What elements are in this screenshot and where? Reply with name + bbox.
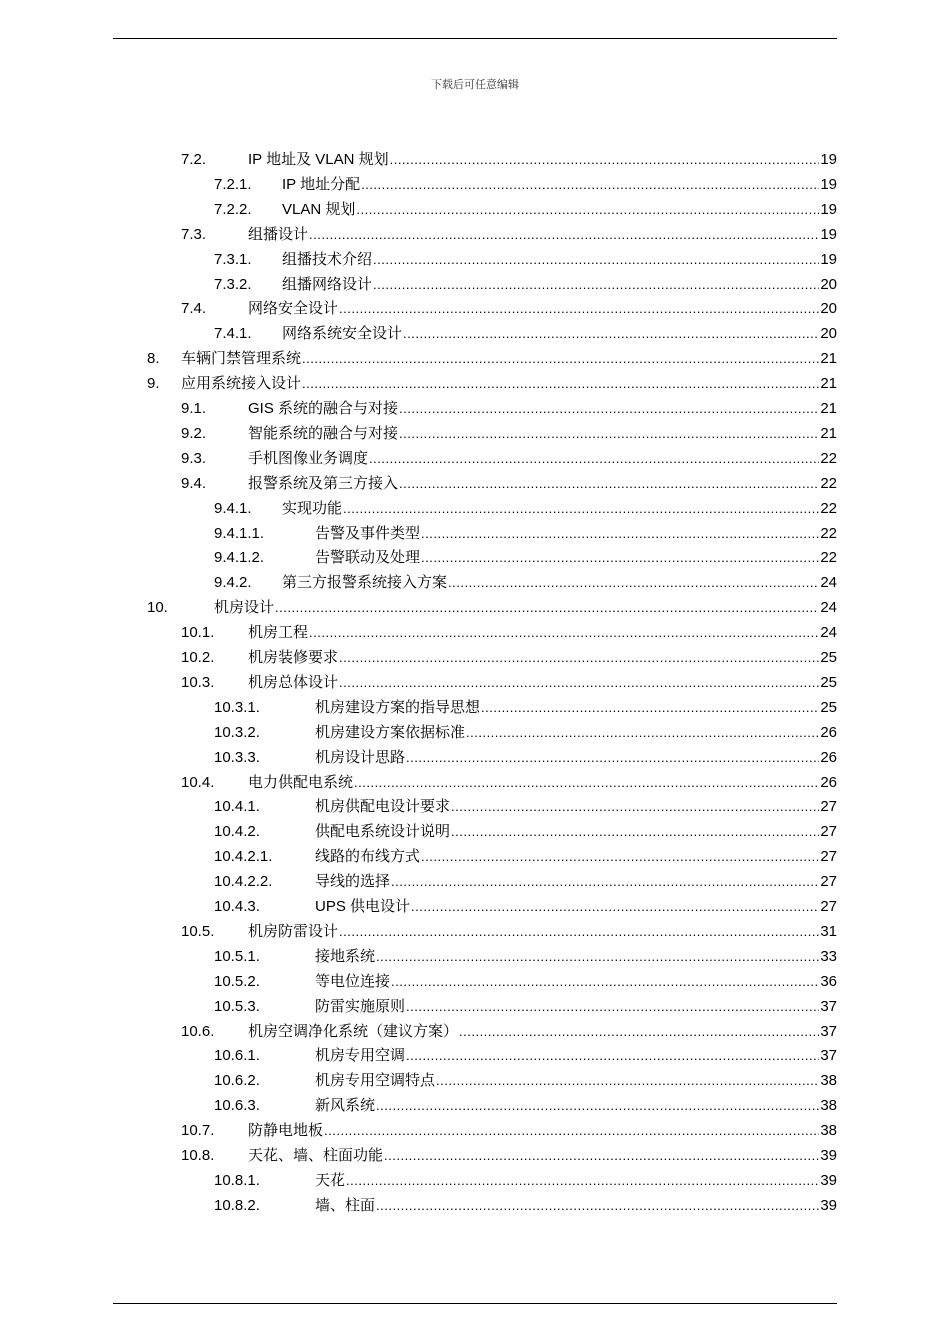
- toc-dot-leader: [406, 746, 819, 770]
- toc-entry-page-number: 38: [820, 1072, 837, 1090]
- toc-entry-page-number: 26: [820, 773, 837, 791]
- toc-entry[interactable]: [181, 472, 837, 496]
- toc-entry-number: 10.6.3.: [214, 1097, 260, 1115]
- toc-dot-leader: [399, 422, 819, 446]
- toc-entry-title: 等电位连接: [315, 972, 391, 990]
- toc-entry[interactable]: [181, 671, 837, 695]
- toc-entry-number: 10.3.3.: [214, 748, 260, 766]
- toc-dot-leader: [275, 596, 819, 620]
- toc-entry-number: 10.3.1.: [214, 698, 260, 716]
- toc-entry-title: 天花、墙、柱面功能: [248, 1147, 384, 1164]
- toc-entry-page-number: 24: [820, 574, 837, 592]
- toc-dot-leader: [436, 1069, 819, 1093]
- toc-entry-number: 9.2.: [181, 424, 207, 442]
- toc-entry-page-number: 22: [820, 499, 837, 517]
- toc-entry-title: 机房工程: [248, 624, 309, 642]
- toc-entry-title: 应用系统接入设计: [181, 375, 302, 393]
- toc-entry-page-number: 19: [820, 175, 837, 193]
- toc-entry-number: 10.3.2.: [214, 723, 260, 741]
- toc-entry[interactable]: [181, 223, 837, 247]
- toc-entry-page-number: 20: [820, 325, 837, 343]
- toc-entry-number: 10.4.2.: [214, 823, 260, 841]
- toc-entry-page-number: 22: [820, 449, 837, 467]
- toc-entry[interactable]: [214, 198, 837, 222]
- toc-entry-title: 接地系统: [315, 947, 376, 965]
- toc-entry-page-number: 27: [820, 873, 837, 891]
- toc-entry-title: 车辆门禁管理系统: [181, 350, 302, 368]
- toc-entry-number: 10.8.: [181, 1147, 215, 1164]
- toc-entry-number: 10.4.2.1.: [214, 848, 273, 866]
- toc-entry-title: 实现功能: [282, 499, 343, 517]
- toc-entry-page-number: 36: [820, 972, 837, 990]
- toc-dot-leader: [459, 1020, 819, 1044]
- toc-entry-number: 7.3.1.: [214, 250, 252, 268]
- toc-entry-number: 10.7.: [181, 1122, 215, 1140]
- toc-entry-title: 网络系统安全设计: [282, 325, 403, 343]
- toc-entry[interactable]: [181, 771, 837, 795]
- toc-dot-leader: [309, 223, 819, 247]
- toc-entry-title: 告警及事件类型: [315, 524, 421, 542]
- toc-entry-title: 机房设计: [214, 599, 275, 617]
- toc-entry-title: 天花: [315, 1171, 346, 1189]
- toc-entry-title: 机房装修要求: [248, 649, 339, 666]
- toc-entry-number: 10.6.: [181, 1022, 215, 1040]
- toc-entry-number: 9.: [147, 375, 160, 393]
- toc-entry-page-number: 19: [820, 200, 837, 218]
- toc-entry[interactable]: [181, 1119, 837, 1143]
- toc-entry-title: 组播设计: [248, 225, 309, 243]
- toc-entry-title: 线路的布线方式: [315, 848, 421, 866]
- toc-entry-page-number: 19: [820, 225, 837, 243]
- toc-entry-title: 导线的选择: [315, 873, 391, 891]
- toc-entry[interactable]: [214, 497, 837, 521]
- toc-entry-title: 智能系统的融合与对接: [248, 424, 399, 442]
- toc-entry-title: 组播技术介绍: [282, 250, 373, 268]
- toc-entry-title: 墙、柱面: [315, 1196, 376, 1214]
- toc-entry[interactable]: [214, 845, 837, 869]
- toc-dot-leader: [339, 297, 819, 321]
- toc-entry-number: 9.1.: [181, 400, 207, 417]
- toc-dot-leader: [403, 322, 819, 346]
- toc-entry[interactable]: [214, 1044, 837, 1068]
- toc-entry-number: 10.8.1.: [214, 1171, 260, 1189]
- toc-entry-number: 10.1.: [181, 624, 215, 642]
- toc-entry-page-number: 24: [820, 624, 837, 642]
- toc-entry[interactable]: [214, 1169, 837, 1193]
- toc-entry-number: 10.5.3.: [214, 997, 260, 1015]
- toc-entry[interactable]: [214, 1194, 837, 1218]
- toc-entry-page-number: 22: [820, 474, 837, 492]
- toc-dot-leader: [448, 571, 819, 595]
- toc-entry[interactable]: [214, 546, 837, 570]
- toc-entry-title: GIS 系统的融合与对接: [248, 400, 399, 417]
- toc-entry-title: IP 地址及 VLAN 规划: [248, 151, 389, 168]
- toc-entry-number: 7.2.1.: [214, 175, 252, 193]
- toc-entry-title: 告警联动及处理: [315, 549, 421, 567]
- toc-dot-leader: [373, 248, 819, 272]
- toc-entry-page-number: 22: [820, 524, 837, 542]
- toc-dot-leader: [411, 895, 819, 919]
- toc-dot-leader: [354, 771, 819, 795]
- toc-entry-title: UPS 供电设计: [315, 898, 411, 915]
- toc-entry-title: 机房建设方案依据标准: [315, 723, 466, 741]
- toc-entry-page-number: 20: [820, 275, 837, 293]
- toc-entry-page-number: 26: [820, 748, 837, 766]
- toc-entry-page-number: 19: [820, 250, 837, 268]
- toc-entry-title: IP 地址分配: [282, 175, 361, 193]
- toc-dot-leader: [339, 671, 819, 695]
- toc-dot-leader: [406, 1044, 819, 1068]
- toc-entry[interactable]: [214, 795, 837, 819]
- toc-entry-title: 机房专用空调特点: [315, 1072, 436, 1090]
- toc-entry-number: 10.4.2.2.: [214, 873, 273, 891]
- toc-dot-leader: [421, 522, 819, 546]
- toc-entry-page-number: 38: [820, 1122, 837, 1140]
- toc-dot-leader: [384, 1144, 819, 1168]
- toc-entry-page-number: 24: [820, 599, 837, 617]
- toc-entry-page-number: 21: [820, 375, 837, 393]
- toc-dot-leader: [481, 696, 819, 720]
- toc-entry[interactable]: [147, 347, 837, 371]
- toc-entry[interactable]: [214, 522, 837, 546]
- toc-entry-page-number: 38: [820, 1097, 837, 1115]
- toc-entry-title: 机房建设方案的指导思想: [315, 698, 481, 716]
- toc-entry-page-number: 33: [820, 947, 837, 965]
- toc-dot-leader: [391, 870, 819, 894]
- toc-entry[interactable]: [181, 1144, 837, 1168]
- toc-entry-number: 7.4.1.: [214, 325, 252, 343]
- toc-entry-number: 9.3.: [181, 449, 207, 467]
- toc-entry[interactable]: [214, 746, 837, 770]
- toc-entry-title: 机房防雷设计: [248, 922, 339, 940]
- toc-entry-page-number: 25: [820, 649, 837, 666]
- toc-entry[interactable]: [181, 148, 837, 172]
- toc-entry-page-number: 37: [820, 1022, 837, 1040]
- toc-entry-title: 防静电地板: [248, 1122, 324, 1140]
- footer-rule: [113, 1303, 837, 1304]
- toc-entry-page-number: 25: [820, 673, 837, 691]
- toc-entry-number: 10.5.1.: [214, 947, 260, 965]
- toc-entry-page-number: 25: [820, 698, 837, 716]
- toc-entry-page-number: 27: [820, 823, 837, 841]
- toc-entry-page-number: 37: [820, 997, 837, 1015]
- toc-dot-leader: [399, 397, 819, 421]
- toc-entry[interactable]: [214, 322, 837, 346]
- toc-dot-leader: [451, 820, 819, 844]
- toc-entry-number: 10.8.2.: [214, 1196, 260, 1214]
- toc-dot-leader: [421, 845, 819, 869]
- toc-dot-leader: [376, 1094, 819, 1118]
- toc-dot-leader: [309, 621, 819, 645]
- toc-entry-title: 机房空调净化系统（建议方案）: [248, 1022, 459, 1040]
- toc-entry-page-number: 19: [820, 151, 837, 168]
- toc-entry[interactable]: [214, 970, 837, 994]
- toc-entry[interactable]: [214, 870, 837, 894]
- toc-entry-page-number: 27: [820, 898, 837, 915]
- toc-entry-number: 10.2.: [181, 649, 215, 666]
- toc-entry-page-number: 21: [820, 400, 837, 417]
- toc-entry-number: 9.4.1.2.: [214, 549, 265, 567]
- toc-entry-page-number: 37: [820, 1047, 837, 1065]
- toc-entry-title: 手机图像业务调度: [248, 449, 369, 467]
- toc-entry-title: 防雷实施原则: [315, 997, 406, 1015]
- toc-entry-number: 7.2.: [181, 151, 207, 168]
- toc-entry-title: 新风系统: [315, 1097, 376, 1115]
- toc-dot-leader: [324, 1119, 819, 1143]
- toc-entry-title: 机房供配电设计要求: [315, 798, 451, 816]
- toc-entry[interactable]: [181, 422, 837, 446]
- toc-entry[interactable]: [181, 447, 837, 471]
- toc-entry-number: 9.4.2.: [214, 574, 252, 592]
- toc-dot-leader: [373, 273, 819, 297]
- page-header-text: 下载后可任意编辑: [431, 79, 519, 91]
- toc-dot-leader: [376, 1194, 819, 1218]
- toc-dot-leader: [390, 148, 820, 172]
- toc-entry[interactable]: [147, 596, 837, 620]
- toc-entry-number: 9.4.1.1.: [214, 524, 265, 542]
- toc-entry-number: 7.4.: [181, 300, 207, 318]
- toc-entry-number: 7.3.2.: [214, 275, 252, 293]
- toc-entry-page-number: 39: [820, 1147, 837, 1164]
- toc-entry[interactable]: [214, 995, 837, 1019]
- toc-entry[interactable]: [214, 1069, 837, 1093]
- toc-dot-leader: [369, 447, 819, 471]
- toc-entry[interactable]: [181, 397, 837, 421]
- toc-dot-leader: [451, 795, 819, 819]
- toc-entry-number: 7.2.2.: [214, 200, 252, 218]
- toc-entry-title: 第三方报警系统接入方案: [282, 574, 448, 592]
- toc-entry-page-number: 31: [820, 922, 837, 940]
- toc-entry-title: 报警系统及第三方接入: [248, 474, 399, 492]
- toc-dot-leader: [399, 472, 819, 496]
- toc-entry-title: 网络安全设计: [248, 300, 339, 318]
- toc-entry[interactable]: [214, 696, 837, 720]
- toc-entry[interactable]: [181, 646, 837, 670]
- toc-dot-leader: [339, 920, 819, 944]
- toc-dot-leader: [302, 372, 819, 396]
- toc-dot-leader: [466, 721, 819, 745]
- toc-entry-page-number: 26: [820, 723, 837, 741]
- toc-entry-page-number: 22: [820, 549, 837, 567]
- toc-dot-leader: [356, 198, 819, 222]
- toc-entry-title: 机房设计思路: [315, 748, 406, 766]
- toc-entry-page-number: 21: [820, 350, 837, 368]
- toc-dot-leader: [343, 497, 819, 521]
- toc-entry[interactable]: [214, 945, 837, 969]
- toc-dot-leader: [421, 546, 819, 570]
- toc-entry-title: 机房专用空调: [315, 1047, 406, 1065]
- toc-entry-title: 机房总体设计: [248, 673, 339, 691]
- toc-entry-number: 10.4.3.: [214, 898, 260, 915]
- toc-entry[interactable]: [214, 721, 837, 745]
- toc-entry-page-number: 20: [820, 300, 837, 318]
- toc-entry-page-number: 39: [820, 1171, 837, 1189]
- toc-entry-title: 供配电系统设计说明: [315, 823, 451, 841]
- toc-entry-number: 10.3.: [181, 673, 215, 691]
- toc-entry[interactable]: [214, 820, 837, 844]
- toc-dot-leader: [376, 945, 819, 969]
- toc-entry-number: 10.5.: [181, 922, 215, 940]
- toc-entry[interactable]: [181, 621, 837, 645]
- toc-dot-leader: [406, 995, 819, 1019]
- toc-entry-number: 10.4.1.: [214, 798, 260, 816]
- toc-dot-leader: [361, 173, 819, 197]
- toc-entry-number: 10.5.2.: [214, 972, 260, 990]
- header-rule: [113, 38, 837, 39]
- toc-entry-number: 10.6.2.: [214, 1072, 260, 1090]
- toc-entry-page-number: 27: [820, 848, 837, 866]
- toc-entry-number: 10.6.1.: [214, 1047, 260, 1065]
- toc-entry-number: 10.4.: [181, 773, 215, 791]
- toc-dot-leader: [391, 970, 819, 994]
- toc-dot-leader: [339, 646, 819, 670]
- toc-entry-page-number: 27: [820, 798, 837, 816]
- toc-dot-leader: [302, 347, 819, 371]
- toc-dot-leader: [346, 1169, 819, 1193]
- toc-entry-title: VLAN 规划: [282, 200, 356, 218]
- toc-entry-page-number: 39: [820, 1196, 837, 1214]
- toc-entry[interactable]: [181, 297, 837, 321]
- toc-entry[interactable]: [214, 1094, 837, 1118]
- toc-entry[interactable]: [214, 173, 837, 197]
- toc-entry[interactable]: [214, 571, 837, 595]
- toc-entry-number: 9.4.1.: [214, 499, 252, 517]
- toc-entry[interactable]: [214, 248, 837, 272]
- toc-entry[interactable]: [181, 920, 837, 944]
- toc-entry[interactable]: [214, 273, 837, 297]
- toc-entry[interactable]: [214, 895, 837, 919]
- toc-entry-title: 组播网络设计: [282, 275, 373, 293]
- toc-entry-page-number: 21: [820, 424, 837, 442]
- toc-entry-number: 7.3.: [181, 225, 207, 243]
- toc-entry[interactable]: [181, 1020, 837, 1044]
- toc-entry-number: 10.: [147, 599, 168, 617]
- toc-entry[interactable]: [147, 372, 837, 396]
- toc-entry-title: 电力供配电系统: [248, 773, 354, 791]
- toc-entry-number: 9.4.: [181, 474, 207, 492]
- toc-entry-number: 8.: [147, 350, 160, 368]
